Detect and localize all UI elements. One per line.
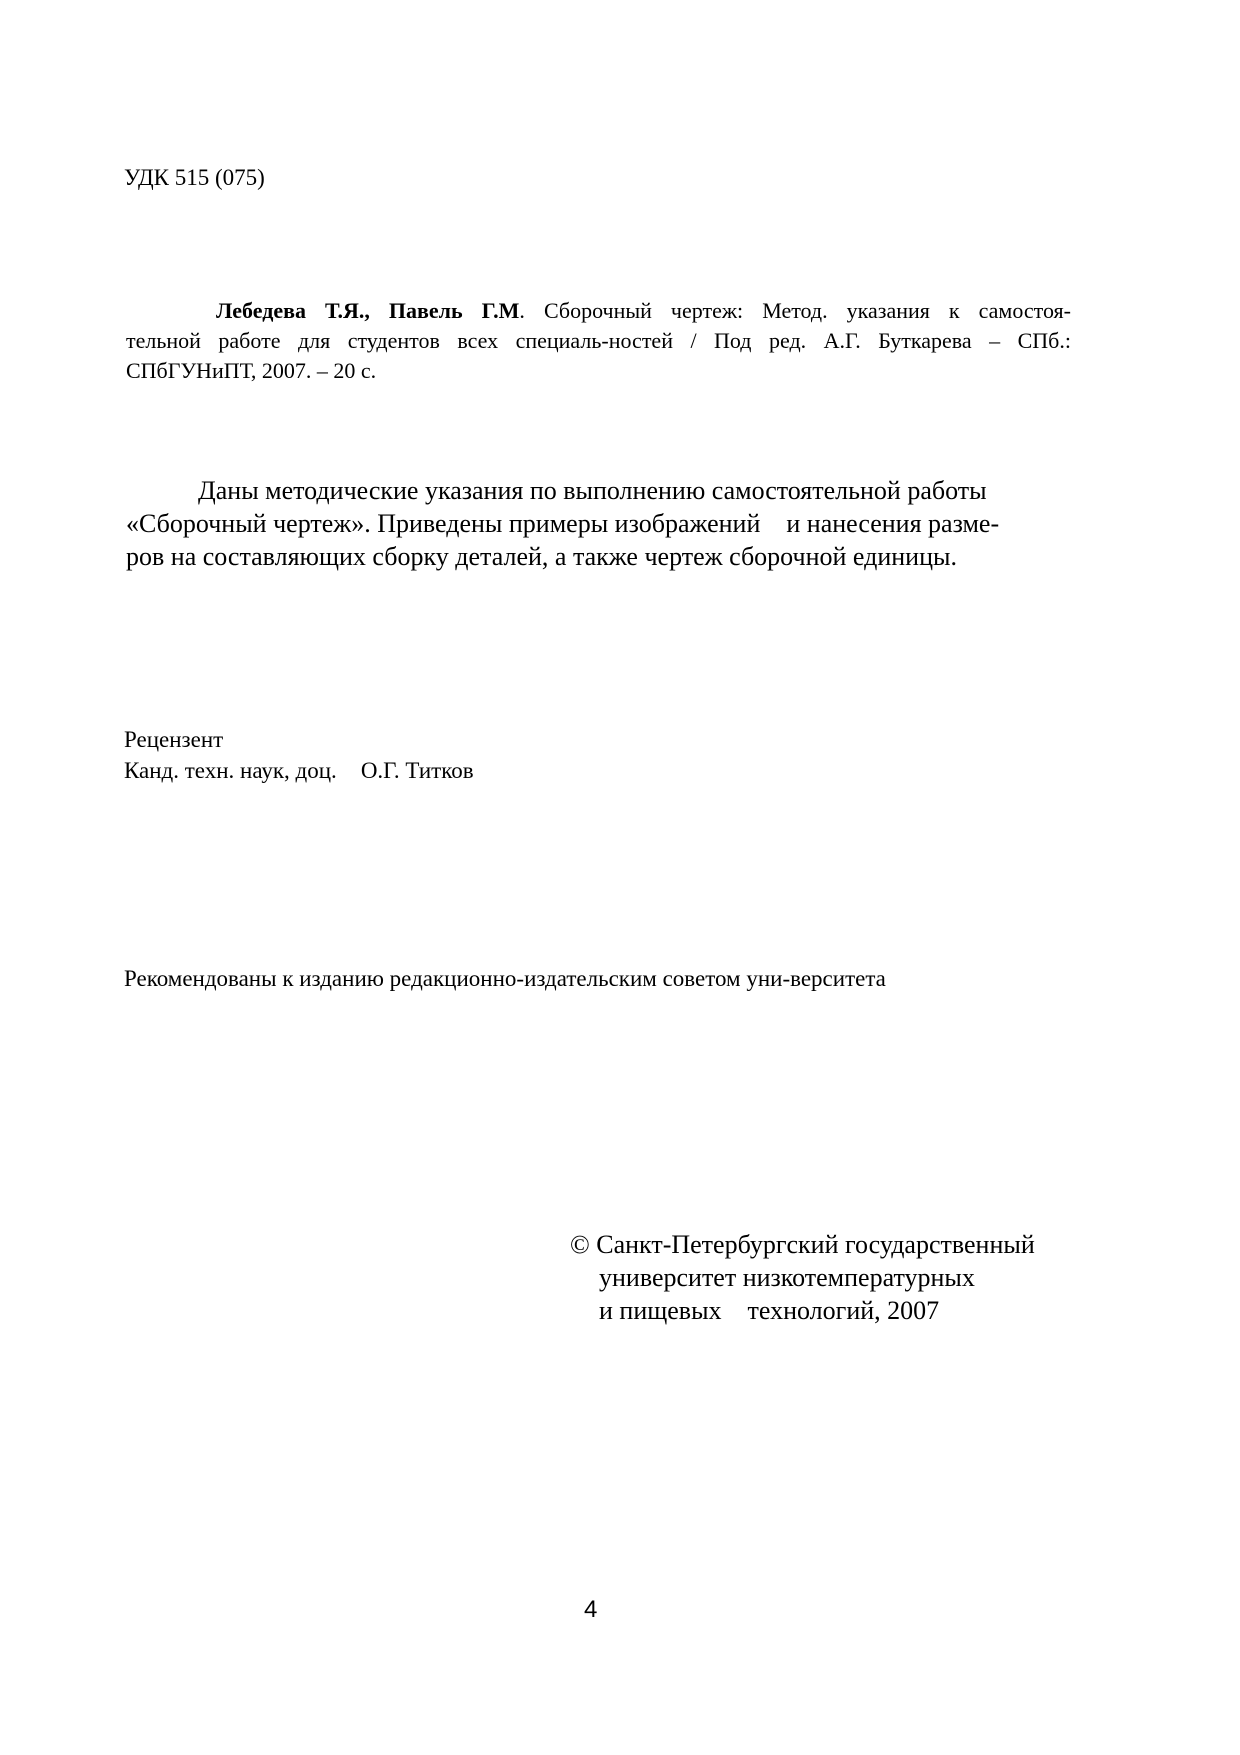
bibliographic-record [126,296,1071,386]
reviewer-line [124,755,474,786]
reviewer-name: О.Г. Титков [360,758,474,783]
bibliographic-line-3: СПбГУНиПТ, 2007. – 20 с. [126,358,377,383]
authors: Лебедева Т.Я., Павель Г.М [216,298,520,323]
bibliographic-line-1 [126,296,1071,326]
reviewer-block [124,724,474,786]
abstract-line-2: «Сборочный чертеж». Приведены примеры изображений и нанесения разме- [126,509,1000,538]
reviewer-label: Рецензент [124,727,224,752]
copyright-block [570,1228,1035,1327]
bibliographic-line-2: тельной работе для студентов всех специаль-ностей / Под ред. А.Г. Буткарева – СПб.: [126,328,1071,353]
copyright-line-2: университет низкотемпературных [599,1263,975,1292]
abstract [126,474,1046,573]
page-number: 4 [584,1596,598,1623]
recommendation-note: Рекомендованы к изданию редакционно-издательским советом уни-верситета [124,966,886,991]
abstract-line-3: ров на составляющих сборку деталей, а также чертеж сборочной единицы. [126,542,957,571]
abstract-line-1: Даны методические указания по выполнению самостоятельной работы [198,476,987,505]
reviewer-title: Канд. техн. наук, доц. [124,758,337,783]
title-start: . Сборочный чертеж: Метод. указания к самостоя- [519,298,1071,323]
copyright-line-1: © Санкт-Петербургский государственный [570,1230,1035,1259]
udk-code: УДК 515 (075) [124,165,265,190]
copyright-line-3: и пищевых технологий, 2007 [599,1296,940,1325]
